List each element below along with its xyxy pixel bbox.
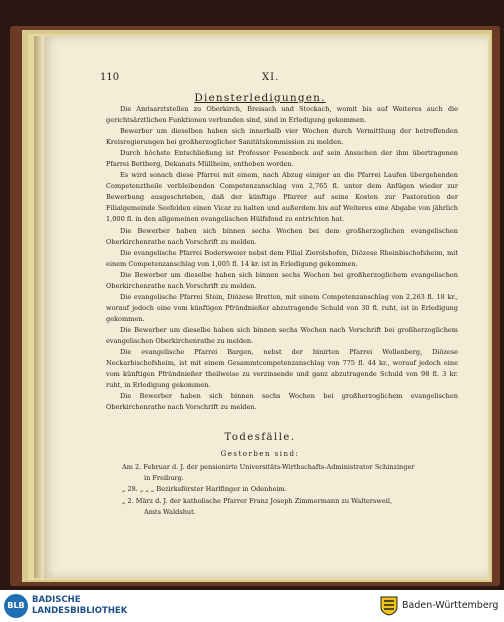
blb-line1: BADISCHE — [32, 595, 81, 605]
death-entry-continued: Amts Waldshut. — [144, 507, 196, 516]
bw-label[interactable]: Baden-Württemberg — [402, 600, 499, 611]
baden-wuerttemberg-crest-icon — [380, 596, 398, 616]
paragraph: Die evangelische Pfarrei Bodersweier nebst dem Filial Zierolshofen, Diözese Rheinbischofsheim, mit einem Competenzanschlag von 1,005 fl. 14 kr. ist in Erledigung gekommen. — [106, 248, 458, 268]
deaths-subtitle: Gestorben sind: — [220, 450, 300, 458]
paragraph: Bewerber um dieselben haben sich innerhalb vier Wochen durch Vermittlung der betreffenden Kreisregierungen bei großherzoglicher Sanitätskommission zu melden. — [106, 127, 458, 147]
page-number: 110 — [100, 72, 120, 83]
death-entry: Am 2. Februar d. J. der pensionirte Universitäts-Wirthschafts-Administrator Schinzinger — [122, 463, 415, 471]
paragraph: Die Bewerber um dieselbe haben sich binnen sechs Wochen bei großherzoglichem evangelischen Oberkirchenrathe nach Vorschrift zu melden. — [106, 270, 458, 290]
paragraph: Die Bewerber haben sich binnen sechs Wochen bei dem großherzoglichen evangelischen Oberkirchenrathe nach Vorschrift zu melden. — [106, 226, 458, 246]
paragraph: Die Bewerber haben sich binnen sechs Wochen bei großherzoglichem evangelischen Oberkirchenrathe nach Vorschrift zu melden. — [106, 392, 458, 412]
paragraph: Die evangelische Pfarrei Bargen, nebst der binirten Pfarrei Wollenberg, Diözese Neckarbischofsheim, ist mit einem Gesammtcompetenzanschlag von 775 fl. 44 kr., worauf jedoch eine vom künftigen Pfründnießer theilweise zu verzinsende und ganz abzutragende Schuld von 98 fl. 3 kr. ruht, in Erledigung gekommen. — [106, 348, 458, 390]
paragraph: Es wird sonach diese Pfarrei mit einem, nach Abzug einiger an die Pfarrei Laufen übergehenden Competenztheile verbleibenden Competenzanschlag von 2,765 fl. unter dem Anfügen wieder zur Bewerbung ausgeschrieben, daß der künftige Pfarrer auf seine Kosten zur Pastoration der Filialgemeinde Seefelden einen Vicar zu halten und außerdem bis auf Weiteres eine Abgabe von jährlich 1,000 fl. in den allgemeinen evangelischen Hülfsfond zu entrichten hat. — [106, 171, 458, 224]
section-title: Diensterledigungen. — [194, 92, 326, 104]
blb-line2: LANDESBIBLIOTHEK — [32, 606, 128, 616]
blb-name[interactable] — [32, 595, 127, 617]
death-entry: „ 2. März d. J. der katholische Pfarrer Franz Joseph Zimmermann zu Walterswеil, — [122, 496, 393, 505]
paragraph: Die evangelische Pfarrei Stein, Diözese Bretten, mit einem Competenzanschlag von 2,263 fl. 18 kr., worauf jedoch eine vom künftigen Pfründnießer abzutragende Schuld von 30 fl. ruht, ist in Erledigung gekommen. — [106, 292, 458, 323]
running-head: XI. — [262, 72, 280, 83]
page-header — [100, 72, 460, 86]
death-entry: „ 28. „ „ „ Bezirksförster Harlfinger in Odenheim. — [122, 485, 287, 494]
paragraph: Durch höchste Entschließung ist Professor Fesenbeck auf sein Ansuchen der ihm übertragenen Pfarrei Bettberg, Dekanats Müllheim, enthoben worden. — [106, 149, 458, 169]
deaths-list — [122, 462, 458, 518]
footer-bar — [0, 590, 504, 622]
death-entry-continued: in Freiburg. — [144, 474, 184, 483]
body-text — [106, 104, 458, 413]
page-gutter — [34, 36, 44, 578]
paragraph: Die Bewerber um dieselbe haben sich binnen sechs Wochen nach Vorschrift bei großherzoglichem evangelischen Oberkirchenrathe zu melden. — [106, 325, 458, 345]
deaths-title: Todesfälle. — [224, 432, 296, 443]
paragraph: Die Amtsarztstellen zu Oberkirch, Breisach und Stockach, womit bis auf Weiteres auch die gerichtsärztlichen Funktionen verbunden sind, sind in Erledigung gekommen. — [106, 105, 458, 125]
blb-logo-icon[interactable]: BLB — [4, 594, 28, 618]
